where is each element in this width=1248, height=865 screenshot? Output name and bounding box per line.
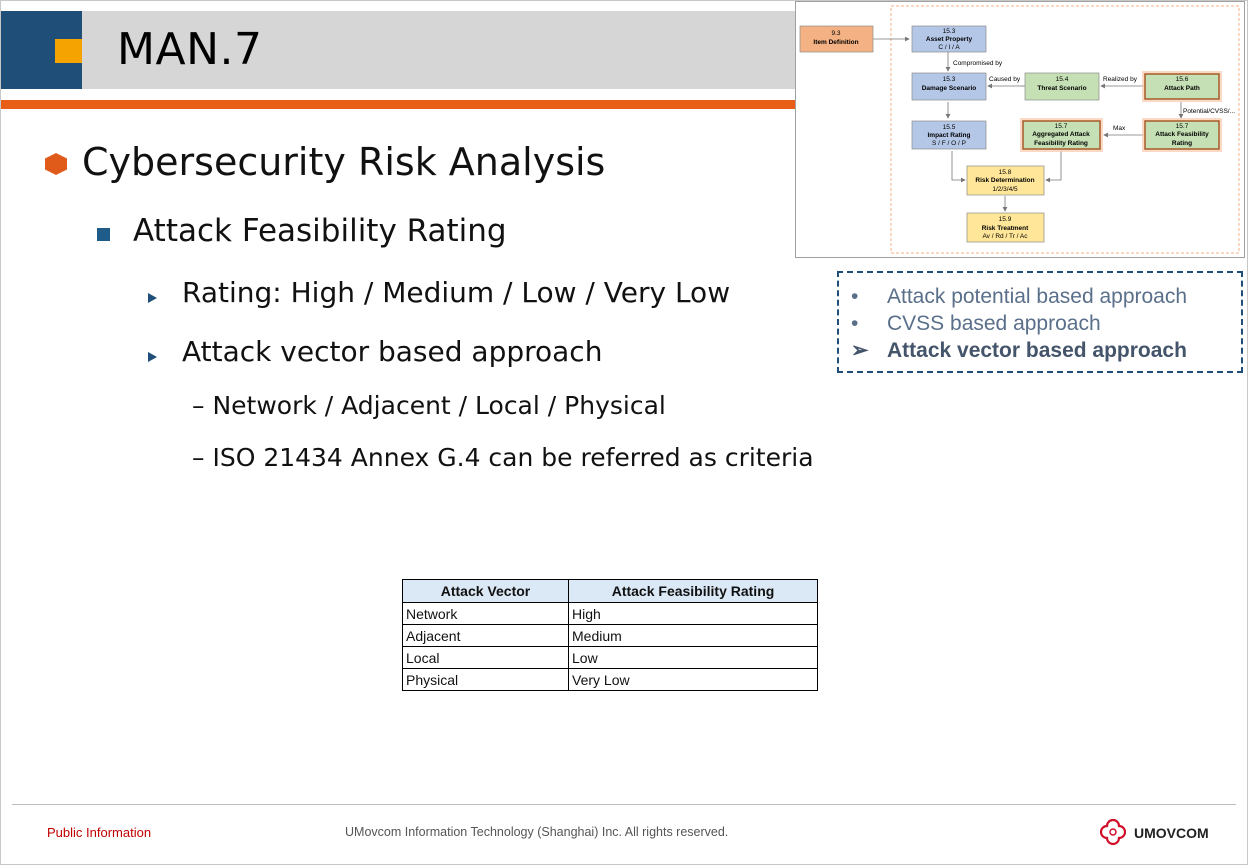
edge-label-potential: Potential/CVSS/... — [1183, 108, 1236, 115]
square-bullet-icon — [97, 228, 110, 241]
table-row — [403, 647, 818, 669]
node-id: 15.8 — [998, 169, 1012, 176]
arrow-bullet-icon: ➢ — [851, 339, 869, 362]
node-id: 9.3 — [831, 30, 841, 37]
bullet-dot-icon: • — [851, 285, 859, 308]
header-orange-square — [55, 39, 82, 63]
approach-callout — [837, 271, 1243, 373]
node-title: Item Definition — [813, 39, 859, 46]
node-sub: Rating — [1171, 140, 1193, 147]
approach-label: Attack vector based approach — [887, 339, 1187, 362]
node-sub: C / I / A — [938, 44, 960, 51]
node-title: Asset Property — [925, 36, 973, 43]
edge-label-max: Max — [1113, 125, 1126, 132]
node-title: Attack Feasibility — [1155, 131, 1209, 138]
approach-label: Attack potential based approach — [887, 285, 1188, 308]
footer-brand: UMOVCOM — [1134, 825, 1209, 841]
footer-classification: Public Information — [47, 825, 152, 840]
node-title: Attack Path — [1164, 85, 1200, 92]
node-id: 15.6 — [1175, 76, 1189, 83]
table-cell: Medium — [569, 625, 818, 647]
table-cell: Very Low — [569, 669, 818, 691]
node-id: 15.4 — [1055, 76, 1069, 83]
tara-flow-svg — [796, 2, 1246, 259]
node-title: Threat Scenario — [1037, 85, 1087, 92]
attack-vector-table — [402, 579, 818, 691]
table-cell: Local — [403, 647, 569, 669]
table-cell: Network — [403, 603, 569, 625]
approach-item — [851, 285, 1187, 309]
slide-title: MAN.7 — [117, 24, 263, 75]
table-row — [403, 603, 818, 625]
node-sub: S / F / O / P — [932, 140, 966, 147]
node-id: 15.3 — [942, 76, 956, 83]
edge-label-caused: Caused by — [989, 76, 1021, 83]
bullet-level4-criteria: – ISO 21434 Annex G.4 can be referred as criteria — [192, 443, 814, 472]
table-cell: Low — [569, 647, 818, 669]
table-cell: Adjacent — [403, 625, 569, 647]
table-cell: Physical — [403, 669, 569, 691]
table-cell: High — [569, 603, 818, 625]
node-id: 15.7 — [1175, 123, 1189, 130]
footer-copyright: UMovcom Information Technology (Shanghai) Inc. All rights reserved. — [345, 825, 729, 839]
triangle-bullet-icon — [148, 352, 157, 362]
approach-item-selected — [851, 338, 1187, 363]
node-id: 15.9 — [998, 216, 1012, 223]
bullet-level2: Attack Feasibility Rating — [133, 213, 507, 249]
bullet-level3-approach: Attack vector based approach — [182, 335, 603, 368]
node-id: 15.3 — [942, 28, 956, 35]
umovcom-logo-icon — [1097, 817, 1129, 847]
table-header-cell: Attack Vector — [403, 580, 569, 603]
node-id: 15.5 — [942, 124, 956, 131]
bullet-level3-rating: Rating: High / Medium / Low / Very Low — [182, 276, 731, 309]
table-row — [403, 625, 818, 647]
approach-label: CVSS based approach — [887, 312, 1101, 335]
footer-divider — [12, 804, 1236, 805]
node-sub: Av / Rd / Tr / Ac — [982, 233, 1028, 240]
node-title: Impact Rating — [927, 132, 971, 139]
node-title: Risk Treatment — [981, 225, 1029, 232]
table-row — [403, 669, 818, 691]
node-sub: 1/2/3/4/5 — [992, 186, 1018, 193]
bullet-level4-vectors: – Network / Adjacent / Local / Physical — [192, 391, 666, 420]
table-header-row — [403, 580, 818, 603]
header-divider — [1, 100, 801, 109]
triangle-bullet-icon — [148, 293, 157, 303]
table-header-cell: Attack Feasibility Rating — [569, 580, 818, 603]
node-title: Aggregated Attack — [1032, 131, 1090, 138]
node-title: Damage Scenario — [921, 85, 977, 92]
bullet-level1: Cybersecurity Risk Analysis — [82, 140, 606, 184]
node-title: Risk Determination — [975, 177, 1035, 184]
bullet-dot-icon: • — [851, 312, 859, 335]
approach-item — [851, 312, 1101, 336]
tara-flow-diagram — [795, 1, 1245, 258]
edge-label-realized: Realized by — [1103, 76, 1137, 83]
node-sub: Feasibility Rating — [1034, 140, 1088, 147]
edge-label-compromised: Compromised by — [953, 60, 1003, 67]
node-id: 15.7 — [1054, 123, 1068, 130]
